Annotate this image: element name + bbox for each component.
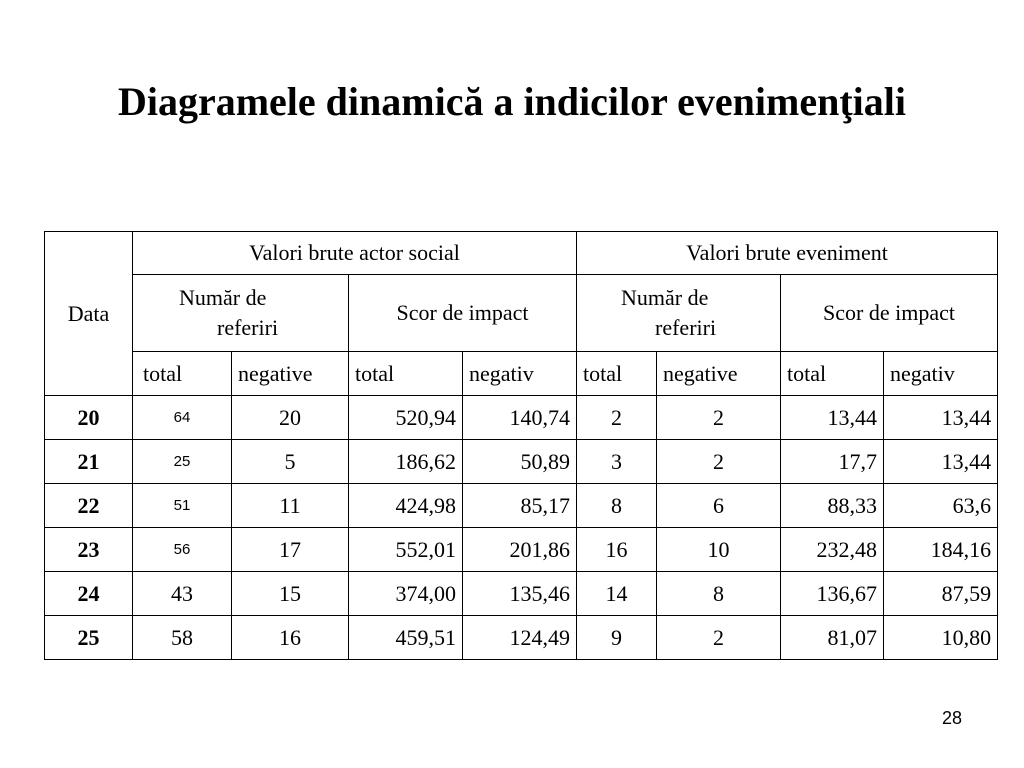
row-date: 21 bbox=[45, 440, 133, 484]
header-group-event: Valori brute eveniment bbox=[577, 232, 998, 275]
cell: 2 bbox=[577, 396, 657, 440]
cell: 10,80 bbox=[884, 616, 998, 660]
header-leaf: negative bbox=[657, 352, 781, 396]
cell: 520,94 bbox=[349, 396, 463, 440]
row-date: 22 bbox=[45, 484, 133, 528]
cell: 85,17 bbox=[463, 484, 577, 528]
cell: 17 bbox=[232, 528, 349, 572]
header-actor-refs-line1: Număr de bbox=[179, 285, 267, 310]
header-group-actor: Valori brute actor social bbox=[133, 232, 577, 275]
cell: 13,44 bbox=[884, 396, 998, 440]
cell: 8 bbox=[657, 572, 781, 616]
row-date: 24 bbox=[45, 572, 133, 616]
cell: 13,44 bbox=[781, 396, 884, 440]
cell: 2 bbox=[657, 616, 781, 660]
header-event-refs-line1: Număr de bbox=[621, 285, 709, 310]
table-row bbox=[45, 484, 998, 528]
cell: 11 bbox=[232, 484, 349, 528]
cell: 50,89 bbox=[463, 440, 577, 484]
cell: 6 bbox=[657, 484, 781, 528]
cell: 3 bbox=[577, 440, 657, 484]
cell: 51 bbox=[133, 484, 232, 528]
row-date: 20 bbox=[45, 396, 133, 440]
page-number: 28 bbox=[941, 708, 962, 728]
cell: 58 bbox=[133, 616, 232, 660]
header-actor-impact: Scor de impact bbox=[349, 275, 577, 352]
cell: 16 bbox=[232, 616, 349, 660]
table-row bbox=[45, 396, 998, 440]
cell: 201,86 bbox=[463, 528, 577, 572]
cell: 13,44 bbox=[884, 440, 998, 484]
cell: 374,00 bbox=[349, 572, 463, 616]
cell: 17,7 bbox=[781, 440, 884, 484]
cell: 88,33 bbox=[781, 484, 884, 528]
header-row-groups bbox=[45, 232, 998, 275]
header-leaf: total bbox=[133, 352, 232, 396]
slide-title: Diagramele dinamică a indicilor evenimenţiali bbox=[117, 79, 907, 124]
header-leaf: total bbox=[577, 352, 657, 396]
cell: 87,59 bbox=[884, 572, 998, 616]
cell: 63,6 bbox=[884, 484, 998, 528]
table-row bbox=[45, 528, 998, 572]
cell: 136,67 bbox=[781, 572, 884, 616]
cell: 2 bbox=[657, 440, 781, 484]
cell: 10 bbox=[657, 528, 781, 572]
header-event-refs bbox=[577, 275, 781, 352]
header-event-impact: Scor de impact bbox=[781, 275, 998, 352]
table-row bbox=[45, 440, 998, 484]
cell: 459,51 bbox=[349, 616, 463, 660]
cell: 20 bbox=[232, 396, 349, 440]
header-event-refs-line2: referiri bbox=[655, 315, 717, 340]
cell: 64 bbox=[133, 396, 232, 440]
cell: 124,49 bbox=[463, 616, 577, 660]
cell: 2 bbox=[657, 396, 781, 440]
header-leaf: total bbox=[781, 352, 884, 396]
cell: 186,62 bbox=[349, 440, 463, 484]
table-row bbox=[45, 572, 998, 616]
cell: 424,98 bbox=[349, 484, 463, 528]
cell: 9 bbox=[577, 616, 657, 660]
table-row bbox=[45, 616, 998, 660]
cell: 135,46 bbox=[463, 572, 577, 616]
cell: 56 bbox=[133, 528, 232, 572]
header-row-leaf bbox=[45, 352, 998, 396]
header-leaf: negativ bbox=[463, 352, 577, 396]
cell: 14 bbox=[577, 572, 657, 616]
cell: 25 bbox=[133, 440, 232, 484]
cell: 15 bbox=[232, 572, 349, 616]
cell: 16 bbox=[577, 528, 657, 572]
header-actor-refs-line2: referiri bbox=[217, 315, 279, 340]
cell: 5 bbox=[232, 440, 349, 484]
row-date: 23 bbox=[45, 528, 133, 572]
header-leaf: negative bbox=[232, 352, 349, 396]
header-data: Data bbox=[45, 232, 133, 396]
cell: 43 bbox=[133, 572, 232, 616]
cell: 232,48 bbox=[781, 528, 884, 572]
row-date: 25 bbox=[45, 616, 133, 660]
cell: 552,01 bbox=[349, 528, 463, 572]
cell: 81,07 bbox=[781, 616, 884, 660]
cell: 140,74 bbox=[463, 396, 577, 440]
header-leaf: negativ bbox=[884, 352, 998, 396]
cell: 184,16 bbox=[884, 528, 998, 572]
header-actor-refs bbox=[133, 275, 349, 352]
header-leaf: total bbox=[349, 352, 463, 396]
data-table bbox=[44, 231, 998, 660]
header-row-subgroups bbox=[45, 275, 998, 352]
cell: 8 bbox=[577, 484, 657, 528]
